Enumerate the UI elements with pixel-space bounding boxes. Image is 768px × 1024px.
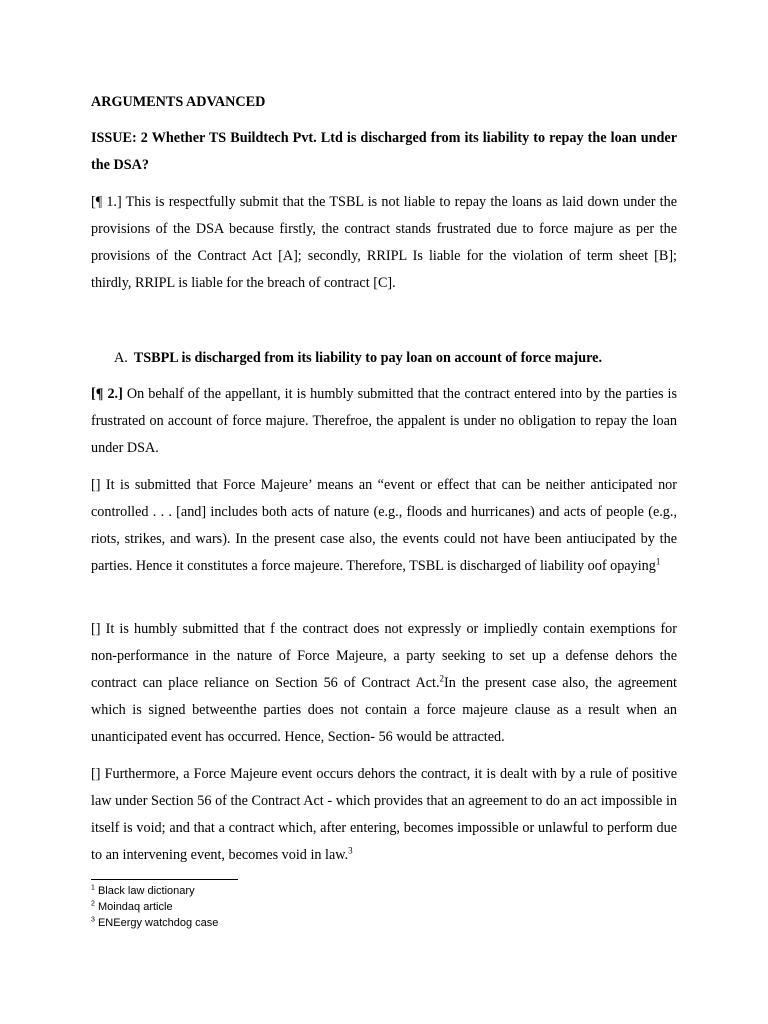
paragraph-2: [91, 381, 677, 462]
footnote-number: 2: [91, 900, 95, 908]
paragraph-2-text: On behalf of the appellant, it is humbly submitted that the contract entered into by the parties is frustrated on account of force majure. Therefroe, the appalent is under no obligation to repay the loan under DSA.: [91, 386, 677, 456]
paragraph-5-text: [] Furthermore, a Force Majeure event occurs dehors the contract, it is dealt with by a rule of positive law under Section 56 of the Contract Act - which provides that an agreement to do an act impossible in itself is void; and that a contract which, after entering, becomes impossible or unlawful to perform due to an intervening event, becomes void in law.: [91, 766, 677, 863]
footnote: [91, 915, 218, 931]
footnote-ref-1[interactable]: 1: [655, 556, 661, 567]
footnote: [91, 883, 218, 899]
footnote: [91, 899, 218, 915]
issue-statement: ISSUE: 2 Whether TS Buildtech Pvt. Ltd is discharged from its liability to repay the loan under the DSA?: [91, 130, 677, 173]
subheading-text: TSBPL is discharged from its liability to pay loan on account of force majure.: [133, 350, 602, 366]
subheading-number: A.: [114, 350, 128, 366]
footnote-ref-2[interactable]: 2: [439, 673, 445, 684]
paragraph-4-text-b: In the present case also, the agreement which is signed betweenthe parties does not contain a force majeure clause as a result when an unanticipated event has occurred. Hence, Section- 56 would be attracted.: [91, 675, 678, 745]
footnote-text: ENEergy watchdog case: [97, 917, 219, 929]
section-heading: ARGUMENTS ADVANCED: [91, 94, 266, 110]
footnote-text: Black law dictionary: [97, 885, 195, 897]
paragraph-4: [91, 616, 677, 751]
paragraph-1: [¶ 1.] This is respectfully submit that the TSBL is not liable to repay the loans as laid down under the provisions of the DSA because firstly, the contract stands frustrated due to force majure as per the provisions of the Contract Act [A]; secondly, RRIPL Is liable for the violation of term sheet [B]; thirdly, RRIPL is liable for the breach of contract [C].: [91, 194, 677, 291]
paragraph-4-text-a: [] It is humbly submitted that f the contract does not expressly or impliedly contain exemptions for non-performance in the nature of Force Majeure, a party seeking to set up a defense dehors the contract can place reliance on Section 56 of Contract Act.: [91, 621, 677, 691]
footnote-number: 3: [91, 916, 95, 924]
footnote-number: 1: [91, 884, 95, 892]
footnote-text: Moindaq article: [97, 901, 173, 913]
paragraph-3-text: [] It is submitted that Force Majeure’ means an “event or effect that can be neither anticipated nor controlled . . . [and] includes both acts of nature (e.g., floods and hurricanes) and acts of people (e.g., riots, strikes, and wars). In the present case also, the events could not have been antiucipated by the parties. Hence it constitutes a force majeure. Therefore, TSBL is discharged of liability oof opaying: [91, 477, 677, 574]
subheading-a: [114, 348, 602, 368]
paragraph-3: [91, 472, 677, 580]
footnote-separator: [91, 879, 238, 880]
footnotes: [91, 883, 218, 931]
paragraph-5: [91, 761, 677, 869]
footnote-ref-3[interactable]: 3: [348, 845, 353, 856]
paragraph-marker: [¶ 2.]: [91, 386, 123, 402]
